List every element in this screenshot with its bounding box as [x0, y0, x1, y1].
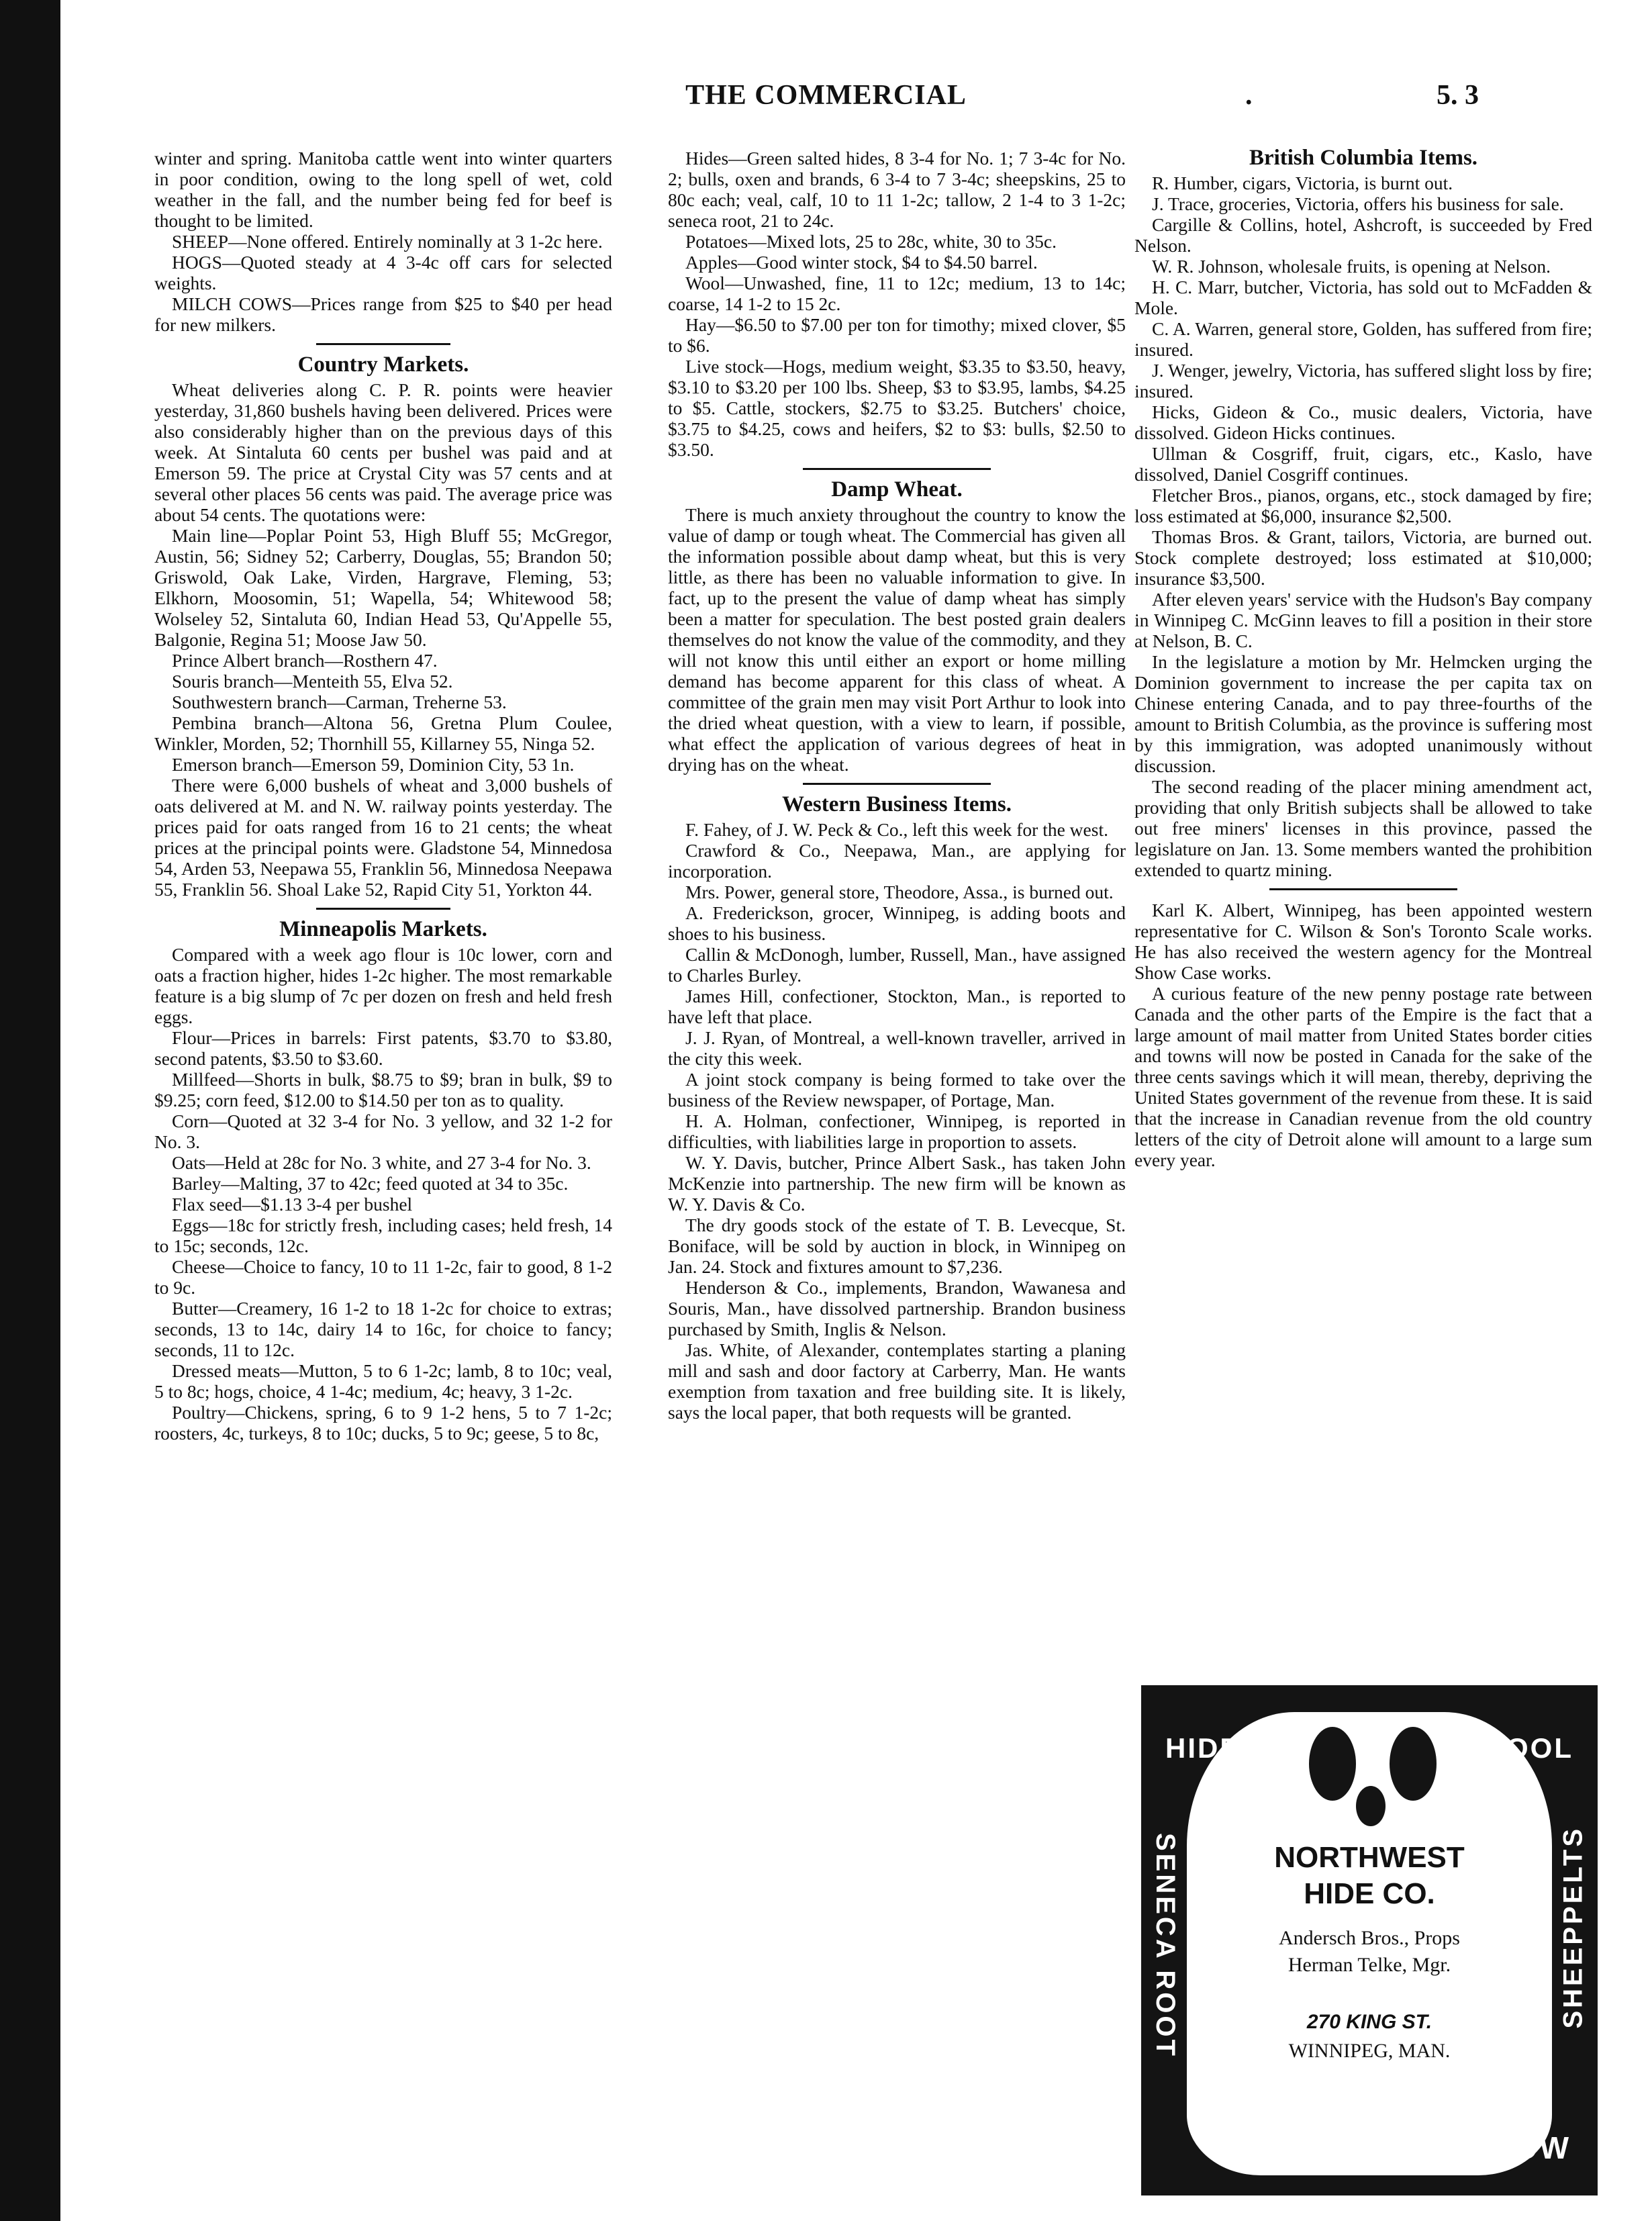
heading-country-markets: Country Markets.: [297, 352, 469, 377]
paragraph: Cargille & Collins, hotel, Ashcroft, is succeeded by Fred Nelson.: [1134, 214, 1592, 256]
heading-minneapolis-markets: Minneapolis Markets.: [279, 917, 487, 941]
page-header-title: THE COMMERCIAL: [685, 80, 967, 111]
paragraph: Live stock—Hogs, medium weight, $3.35 to $3.50, heavy, $3.10 to $3.20 per 100 lbs. Sheep, $3 to $3.95, lambs, $4.25 to $5. Cattle, stockers, $2.75 to $3.25. Butchers' choice, $3.75 to $4.25, cows and heifers, $2 to $3: bulls, $2.50 to $3.50.: [668, 356, 1126, 460]
paragraph: A. Frederickson, grocer, Winnipeg, is adding boots and shoes to his business.: [668, 902, 1126, 944]
paragraph: After eleven years' service with the Hudson's Bay company in Winnipeg C. McGinn leaves to fill a position in their store at Nelson, B. C.: [1134, 589, 1592, 651]
hide-spot: [1356, 1786, 1386, 1826]
ad-label-seneca-root: SENECA ROOT: [1151, 1833, 1180, 2059]
paragraph: Jas. White, of Alexander, contemplates starting a planing mill and sash and door factory at Carberry, Man. He wants exemption from taxation and free building site. It is likely, says the local paper, that both requests will be granted.: [668, 1339, 1126, 1423]
paragraph: HOGS—Quoted steady at 4 3-4c off cars for selected weights.: [154, 252, 612, 293]
section-divider: [803, 468, 991, 470]
paragraph: Hicks, Gideon & Co., music dealers, Victoria, have dissolved. Gideon Hicks continues.: [1134, 401, 1592, 443]
paragraph: Fletcher Bros., pianos, organs, etc., stock damaged by fire; loss estimated at $6,000, insurance $2,500.: [1134, 485, 1592, 526]
paragraph: Poultry—Chickens, spring, 6 to 9 1-2 hens, 5 to 7 1-2c; roosters, 4c, turkeys, 8 to 10c; ducks, 5 to 9c; geese, 5 to 8c,: [154, 1402, 612, 1444]
section-divider: [803, 783, 991, 785]
paragraph: SHEEP—None offered. Entirely nominally at 3 1-2c here.: [172, 231, 603, 252]
paragraph: Hay—$6.50 to $7.00 per ton for timothy; mixed clover, $5 to $6.: [668, 314, 1126, 356]
section-divider: [316, 908, 450, 910]
heading-british-columbia-items: British Columbia Items.: [1249, 146, 1478, 170]
ad-address: 270 KING ST.: [1306, 2011, 1432, 2033]
paragraph: Emerson branch—Emerson 59, Dominion City, 53 1n.: [172, 754, 575, 775]
ad-label-tallow: TALLOW: [1428, 2130, 1571, 2165]
column-right: [1134, 148, 1592, 1170]
paragraph: W. Y. Davis, butcher, Prince Albert Sask., has taken John McKenzie into partnership. The new firm will be known as W. Y. Davis & Co.: [668, 1152, 1126, 1215]
paragraph: C. A. Warren, general store, Golden, has suffered from fire; insured.: [1134, 318, 1592, 360]
paragraph: J. Wenger, jewelry, Victoria, has suffered slight loss by fire; insured.: [1134, 360, 1592, 401]
paragraph: Barley—Malting, 37 to 42c; feed quoted at 34 to 35c.: [172, 1173, 569, 1194]
paragraph: Cheese—Choice to fancy, 10 to 11 1-2c, fair to good, 8 1-2 to 9c.: [154, 1256, 612, 1298]
paragraph: Southwestern branch—Carman, Treherne 53.: [172, 692, 507, 712]
ad-proprietors: Andersch Bros., Props: [1279, 1927, 1460, 1949]
page-number: 5. 3: [1437, 80, 1479, 111]
paragraph: James Hill, confectioner, Stockton, Man., is reported to have left that place.: [668, 986, 1126, 1027]
paragraph: Prince Albert branch—Rosthern 47.: [172, 650, 438, 671]
paragraph: Crawford & Co., Neepawa, Man., are applying for incorporation.: [668, 840, 1126, 882]
paragraph: Eggs—18c for strictly fresh, including cases; held fresh, 14 to 15c; seconds, 12c.: [154, 1215, 612, 1256]
heading-damp-wheat: Damp Wheat.: [831, 477, 963, 502]
paragraph: The second reading of the placer mining amendment act, providing that only British subjects shall be allowed to take out free miners' licenses in this province, passed the legislature on Jan. 13. Some members wanted the prohibition extended to quartz mining.: [1134, 776, 1592, 880]
paragraph: Wheat deliveries along C. P. R. points were heavier yesterday, 31,860 bushels having been delivered. Prices were also considerably higher than on the previous days of this week. At Sintaluta 60 cents per bushel was paid and at Emerson 59. The price at Crystal City was 57 cents and at several other places 56 cents was paid. The average price was about 54 cents. The quotations were:: [154, 379, 612, 525]
paragraph: Potatoes—Mixed lots, 25 to 28c, white, 30 to 35c.: [685, 231, 1057, 252]
page-header-dot: .: [1245, 80, 1253, 111]
page-binding-edge: [0, 0, 60, 2221]
hide-spot: [1309, 1727, 1356, 1801]
ad-company-name-line2: HIDE CO.: [1304, 1877, 1435, 1910]
paragraph: J. J. Ryan, of Montreal, a well-known traveller, arrived in the city this week.: [668, 1027, 1126, 1069]
paragraph: J. Trace, groceries, Victoria, offers his business for sale.: [1152, 193, 1564, 214]
ad-city: WINNIPEG, MAN.: [1288, 2040, 1451, 2062]
paragraph: Compared with a week ago flour is 10c lower, corn and oats a fraction higher, hides 1-2c higher. The most remarkable feature is a big slump of 7c per dozen on fresh and held fresh eggs.: [154, 944, 612, 1027]
paragraph: Oats—Held at 28c for No. 3 white, and 27 3-4 for No. 3.: [172, 1152, 591, 1173]
paragraph: The dry goods stock of the estate of T. B. Levecque, St. Boniface, will be sold by auction in block, in Winnipeg on Jan. 24. Stock and fixtures amount to $7,236.: [668, 1215, 1126, 1277]
section-divider: [1269, 888, 1457, 890]
paragraph: R. Humber, cigars, Victoria, is burnt out.: [1152, 173, 1453, 193]
paragraph: Apples—Good winter stock, $4 to $4.50 barrel.: [685, 252, 1038, 273]
paragraph: winter and spring. Manitoba cattle went into winter quarters in poor condition, owing to the long spell of wet, cold weather in the fall, and the number being fed for beef is thought to be limited.: [154, 148, 612, 231]
ad-label-hides: HIDES: [1165, 1732, 1262, 1764]
paragraph: Karl K. Albert, Winnipeg, has been appointed western representative for C. Wilson & Son's Toronto Scale works. He has also received the western agency for the Montreal Show Case works.: [1134, 900, 1592, 983]
paragraph: Ullman & Cosgriff, fruit, cigars, etc., Kaslo, have dissolved, Daniel Cosgriff continues.: [1134, 443, 1592, 485]
ad-company-name-line1: NORTHWEST: [1274, 1841, 1465, 1874]
column-middle: [668, 148, 1126, 1423]
paragraph: F. Fahey, of J. W. Peck & Co., left this week for the west.: [685, 819, 1108, 840]
paragraph: Wool—Unwashed, fine, 11 to 12c; medium, 13 to 14c; coarse, 14 1-2 to 15 2c.: [668, 273, 1126, 314]
paragraph: Millfeed—Shorts in bulk, $8.75 to $9; bran in bulk, $9 to $9.25; corn feed, $12.00 to $14.50 per ton as to quality.: [154, 1069, 612, 1110]
paragraph: MILCH COWS—Prices range from $25 to $40 per head for new milkers.: [154, 293, 612, 335]
paragraph: Butter—Creamery, 16 1-2 to 18 1-2c for choice to extras; seconds, 13 to 14c, dairy 14 to 16c, for choice to fancy; seconds, 11 to 12c.: [154, 1298, 612, 1360]
paragraph: Pembina branch—Altona 56, Gretna Plum Coulee, Winkler, Morden, 52; Thornhill 55, Killarney 55, Ninga 52.: [154, 712, 612, 754]
paragraph: Mrs. Power, general store, Theodore, Assa., is burned out.: [685, 882, 1114, 902]
paragraph: Corn—Quoted at 32 3-4 for No. 3 yellow, and 32 1-2 for No. 3.: [154, 1110, 612, 1152]
ad-label-fur: FUR: [1242, 2130, 1312, 2165]
paragraph: Callin & McDonogh, lumber, Russell, Man., have assigned to Charles Burley.: [668, 944, 1126, 986]
paragraph: There is much anxiety throughout the country to know the value of damp or tough wheat. The Commercial has given all the information possible about damp wheat, but this is very little, as there has been no valuable information to give. In fact, up to the present the value of damp wheat has simply been a matter for speculation. The best posted grain dealers themselves do not know the value of the commodity, and they will not know this until either an export or home milling demand has become apparent for this class of wheat. A committee of the grain men may visit Port Arthur to look into the dried wheat question, with a view to learn, if possible, what effect the application of various degrees of heat in drying has on the wheat.: [668, 504, 1126, 775]
paragraph: In the legislature a motion by Mr. Helmcken urging the Dominion government to increase the per capita tax on Chinese entering Canada, and to pay three-fourths of the amount to British Columbia, as the province is suffering most by this immigration, was adopted unanimously without discussion.: [1134, 651, 1592, 776]
ad-label-sheeppelts: SHEEPPELTS: [1559, 1826, 1588, 2029]
paragraph: A joint stock company is being formed to take over the business of the Review newspaper, of Portage, Man.: [668, 1069, 1126, 1110]
ad-label-wool: WOOL: [1477, 1732, 1573, 1764]
section-divider: [316, 343, 450, 345]
paragraph: Flax seed—$1.13 3-4 per bushel: [172, 1194, 413, 1215]
paragraph: Main line—Poplar Point 53, High Bluff 55; McGregor, Austin, 56; Sidney 52; Carberry, Douglas, 55; Brandon 50; Griswold, Oak Lake, Virden, Hargrave, Fleming, 53; Elkhorn, Moosomin, 51; Wapella, 54; Whitewood 58; Wolseley 52, Sintaluta 60, Indian Head 53, Qu'Appelle 55, Balgonie, Regina 51; Moose Jaw 50.: [154, 525, 612, 650]
paragraph: Henderson & Co., implements, Brandon, Wawanesa and Souris, Man., have dissolved partnership. Brandon business purchased by Smith, Inglis & Nelson.: [668, 1277, 1126, 1339]
column-left: [154, 148, 612, 1444]
hide-spot: [1390, 1727, 1437, 1801]
paragraph: H. A. Holman, confectioner, Winnipeg, is reported in difficulties, with liabilities large in proportion to assets.: [668, 1110, 1126, 1152]
heading-western-business-items: Western Business Items.: [782, 792, 1012, 816]
ad-manager: Herman Telke, Mgr.: [1287, 1954, 1451, 1976]
paragraph: Souris branch—Menteith 55, Elva 52.: [172, 671, 453, 692]
northwest-hide-co-advertisement: [1141, 1685, 1598, 2195]
paragraph: W. R. Johnson, wholesale fruits, is opening at Nelson.: [1152, 256, 1551, 277]
paragraph: H. C. Marr, butcher, Victoria, has sold out to McFadden & Mole.: [1134, 277, 1592, 318]
paragraph: Hides—Green salted hides, 8 3-4 for No. 1; 7 3-4c for No. 2; bulls, oxen and brands, 6 3-4 to 7 3-4c; sheepskins, 25 to 80c each; veal, calf, 10 to 11 1-2c; tallow, 2 1-4 to 3 1-2c; seneca root, 21 to 24c.: [668, 148, 1126, 231]
paragraph: There were 6,000 bushels of wheat and 3,000 bushels of oats delivered at M. and N. W. railway points yesterday. The prices paid for oats ranged from 16 to 21 cents; the wheat prices at the principal points were. Gladstone 54, Minnedosa 54, Arden 53, Neepawa 55, Franklin 56, Minnedosa Neepawa 55, Franklin 56. Shoal Lake 52, Rapid City 51, Yorkton 44.: [154, 775, 612, 900]
paragraph: Dressed meats—Mutton, 5 to 6 1-2c; lamb, 8 to 10c; veal, 5 to 8c; hogs, choice, 4 1-4c; medium, 4c; heavy, 3 1-2c.: [154, 1360, 612, 1402]
paragraph: Thomas Bros. & Grant, tailors, Victoria, are burned out. Stock complete destroyed; loss estimated at $10,000; insurance $3,500.: [1134, 526, 1592, 589]
paragraph: Flour—Prices in barrels: First patents, $3.70 to $3.80, second patents, $3.50 to $3.60.: [154, 1027, 612, 1069]
paragraph: A curious feature of the new penny postage rate between Canada and the other parts of the Empire is the fact that a large amount of mail matter from United States border cities and towns will now be posted in Canada for the sake of the three cents savings which it will mean, thereby, depriving the United States government of the revenue from these. It is said that the increase in Canadian revenue from the old country letters of the city of Detroit alone will amount to a large sum every year.: [1134, 983, 1592, 1170]
